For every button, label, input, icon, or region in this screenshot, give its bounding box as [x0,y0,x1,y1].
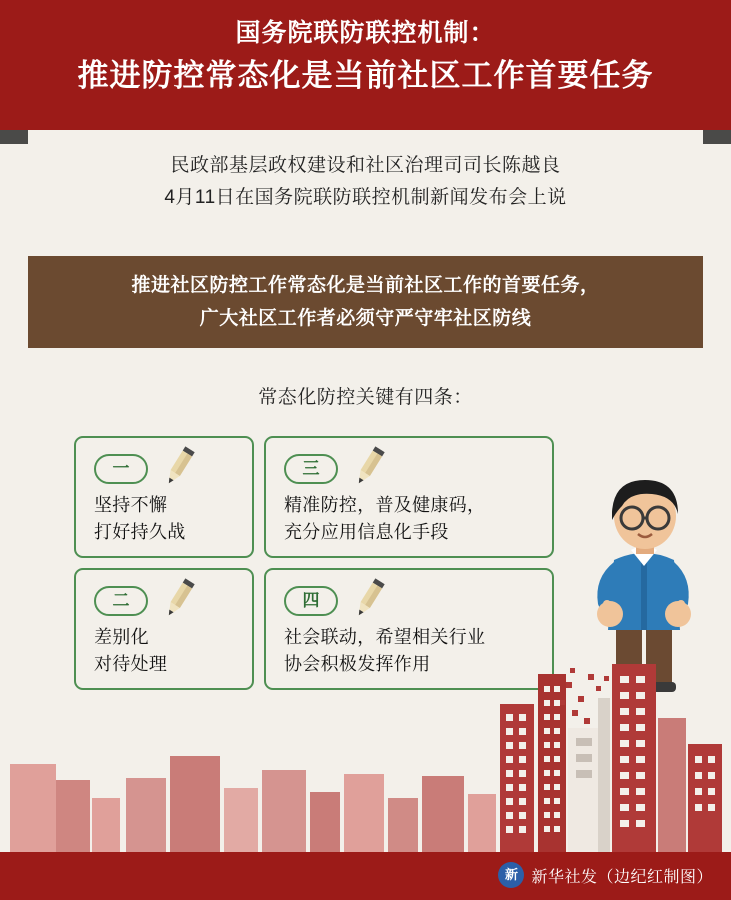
point-text [94,492,240,546]
header-title-line1: 国务院联防联控机制： [235,19,496,47]
pencil-icon [346,574,392,622]
point-text-line2: 对待处理 [94,654,168,674]
header-banner [0,0,731,130]
point-text-line2: 协会积极发挥作用 [284,654,431,674]
point-number-badge: 三 [284,454,338,484]
city-skyline-illustration [0,652,731,852]
point-number-badge: 四 [284,586,338,616]
point-text-line2: 打好持久战 [94,522,186,542]
credit-text: 新华社发（边纪红制图） [531,868,713,886]
pencil-icon [156,442,202,490]
header-shadow-right [703,130,731,144]
point-number-badge: 一 [94,454,148,484]
subtitle-block [0,150,731,214]
point-number-badge: 二 [94,586,148,616]
highlight-banner-line2: 广大社区工作者必须守严守牢社区防线 [199,308,532,329]
xinhua-logo-icon: 新 [498,862,524,888]
subtitle-line1: 民政部基层政权建设和社区治理司司长陈越良 [170,155,561,176]
header-shadow-left [0,130,28,144]
header-title-line2: 推进防控常态化是当前社区工作首要任务 [77,58,654,93]
point-text [284,492,540,546]
point-text-line1: 社会联动，希望相关行业 [284,627,486,647]
subtitle-line2: 4月11日在国务院联防联控机制新闻发布会上说 [164,187,567,208]
key-point-card [264,436,554,558]
highlight-banner [28,256,703,348]
point-text-line2: 充分应用信息化手段 [284,522,449,542]
pencil-icon [156,574,202,622]
section-lead-in: 常态化防控关键有四条： [258,387,473,408]
key-point-card [74,436,254,558]
point-text-line1: 精准防控，普及健康码， [284,495,486,515]
pencil-icon [346,442,392,490]
highlight-banner-line1: 推进社区防控工作常态化是当前社区工作的首要任务， [131,275,600,296]
point-text-line1: 坚持不懈 [94,495,168,515]
point-text-line1: 差别化 [94,627,149,647]
credit-block [498,862,713,888]
